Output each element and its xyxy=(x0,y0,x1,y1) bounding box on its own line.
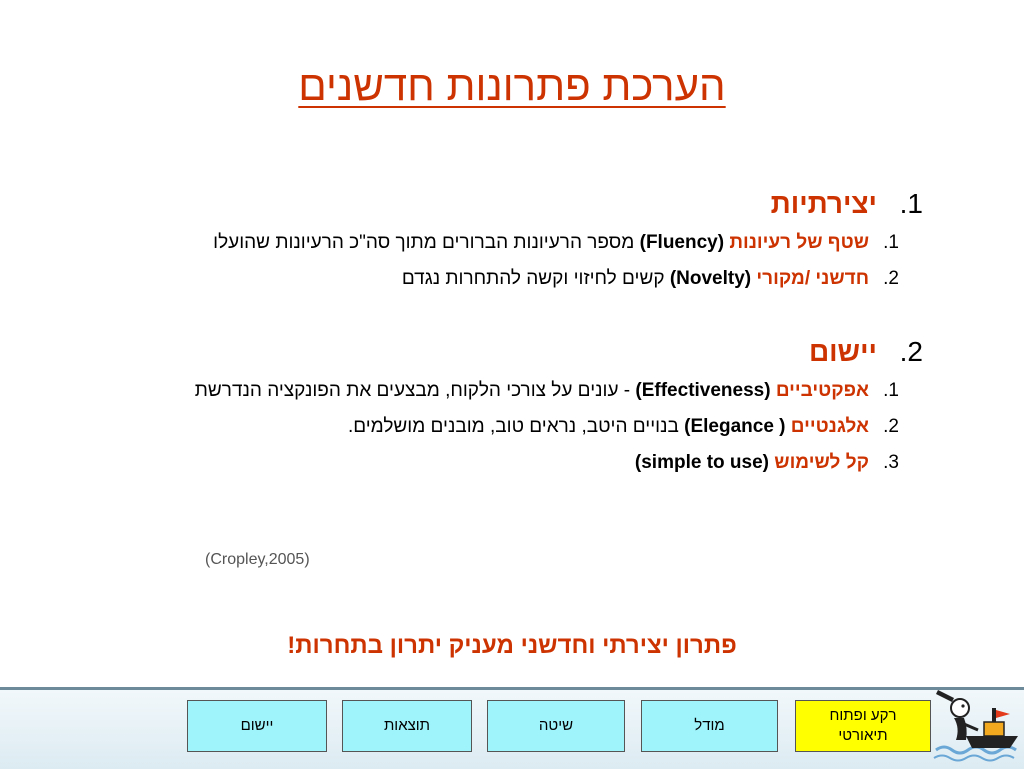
nav-button-label: תוצאות xyxy=(383,717,431,734)
item-number: 2. xyxy=(883,416,899,437)
nav-button-shita[interactable] xyxy=(487,700,625,752)
page-title-text: הערכת פתרונות חדשנים xyxy=(298,62,726,109)
nav-button-label: מודל xyxy=(694,717,725,734)
citation: (Cropley,2005) xyxy=(205,551,310,568)
navigation-bar xyxy=(0,687,1024,769)
item-description: קשים לחיזוי וקשה להתחרות נגדם xyxy=(401,268,670,289)
item-english-term: ( Elegance) xyxy=(684,416,786,437)
item-description: - עונים על צורכי הלקוח, מבצעים את הפונקציה הנדרשת xyxy=(194,380,636,401)
item-term: שטף של רעיונות xyxy=(729,232,869,253)
section-heading: יישום xyxy=(808,336,877,367)
list-item-simple-to-use xyxy=(110,448,899,478)
item-number: 1. xyxy=(883,380,899,401)
item-number: 1. xyxy=(883,232,899,253)
item-english-term: (Novelty) xyxy=(669,268,752,289)
item-english-term: (simple to use) xyxy=(634,452,769,473)
item-term: חדשני /מקורי xyxy=(756,268,869,289)
nav-button-label: שיטה xyxy=(538,717,574,734)
item-english-term: (Fluency) xyxy=(639,232,725,253)
nav-button-yishum[interactable] xyxy=(187,700,327,752)
nav-button-label-line1: רקע ופתוח xyxy=(829,707,897,724)
list-item-effectiveness xyxy=(110,376,899,406)
section-number: 2. xyxy=(899,336,923,367)
item-english-term: (Effectiveness) xyxy=(635,380,771,401)
section-number: 1. xyxy=(899,188,923,219)
item-term: אפקטיביים xyxy=(775,380,869,401)
item-number: 3. xyxy=(883,452,899,473)
content-list xyxy=(110,188,923,478)
nav-button-label: יישום xyxy=(240,717,274,734)
list-item-elegance xyxy=(110,412,899,442)
page-title xyxy=(0,62,1024,110)
nav-button-background[interactable] xyxy=(795,700,931,752)
navbar-divider xyxy=(0,688,1024,690)
section-application xyxy=(110,336,923,376)
item-description: מספר הרעיונות הברורים מתוך סה"כ הרעיונות שהועלו xyxy=(213,232,640,253)
item-term: אלגנטיים xyxy=(790,416,869,437)
nav-button-label-line2: תיאורטי xyxy=(838,727,888,744)
ship-logo-icon xyxy=(930,684,1024,764)
list-item-novelty xyxy=(110,264,899,294)
nav-button-model[interactable] xyxy=(641,700,778,752)
item-number: 2. xyxy=(883,268,899,289)
item-description: בנויים היטב, נראים טוב, מובנים מושלמים. xyxy=(347,416,685,437)
nav-button-totzaot[interactable] xyxy=(342,700,472,752)
list-item-fluency xyxy=(110,228,899,258)
section-creativity xyxy=(110,188,923,228)
item-term: קל לשימוש xyxy=(774,452,869,473)
conclusion-text: פתרון יצירתי וחדשני מעניק יתרון בתחרות! xyxy=(287,632,737,659)
section-heading: יצירתיות xyxy=(770,188,877,219)
